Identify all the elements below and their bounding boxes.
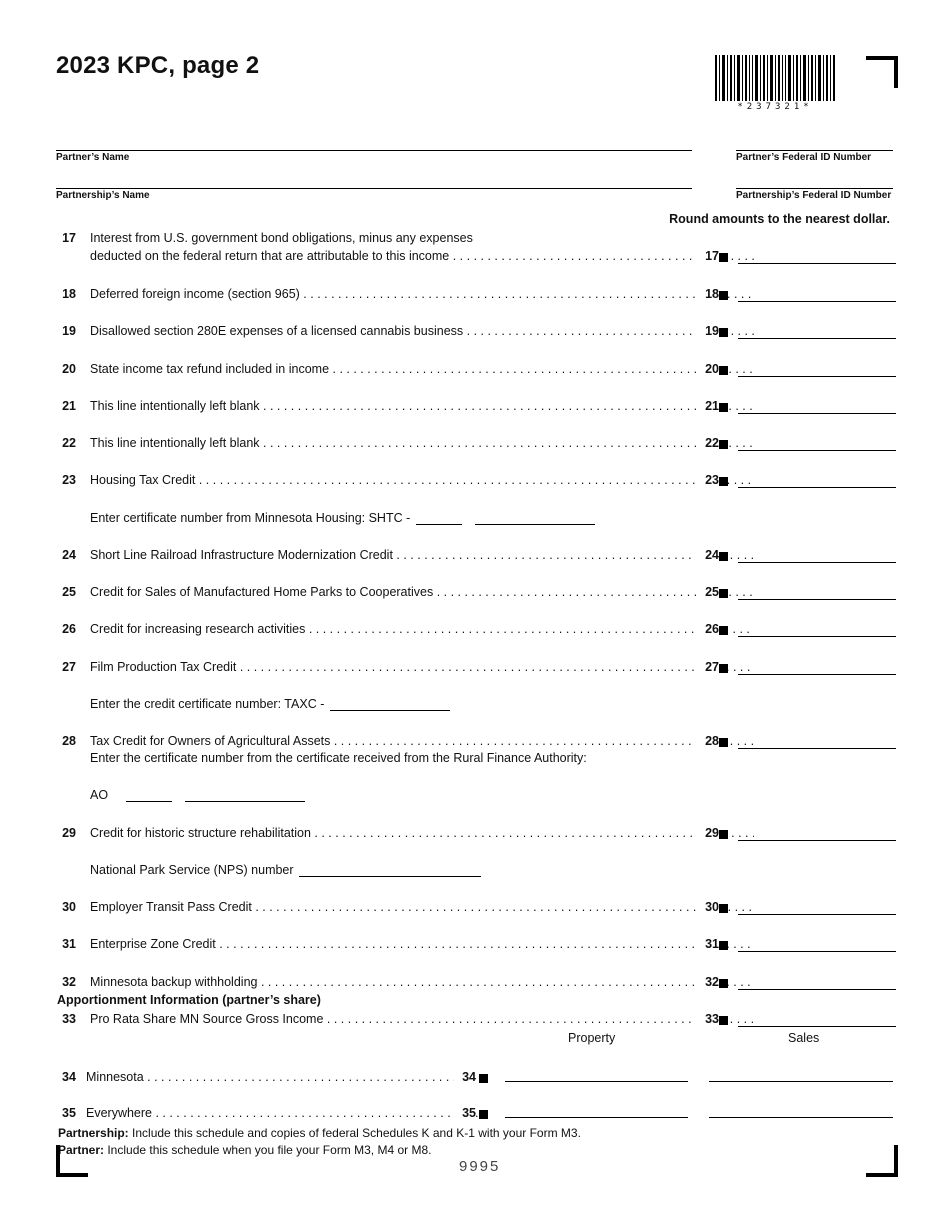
line-number: 19 [62,324,76,338]
partner-name-field[interactable] [56,150,692,151]
line-number: 30 [62,900,76,914]
line-ref: 21 [696,399,719,413]
line-ref: 34 [454,1070,476,1084]
shtc-label: Enter certificate number from Minnesota Housing: SHTC - [90,511,411,525]
line-marker [719,366,728,375]
line-35 [56,1106,496,1126]
line-35-property-field[interactable] [505,1117,688,1118]
line-17-number: 17 [62,231,76,245]
line-17-label-2: deducted on the federal return that are attributable to this income . . . [90,249,754,263]
registration-mark-bottom-right [866,1145,898,1177]
line-35-sales-field[interactable] [709,1117,893,1118]
line-19 [56,324,896,344]
line-ref: 33 [696,1012,719,1026]
line-label: Pro Rata Share MN Source Gross Income . . . [90,1012,754,1026]
shtc-subline [90,511,595,525]
partnership-name-label: Partnership’s Name [56,190,150,201]
line-number: 22 [62,436,76,450]
partnership-fein-label: Partnership’s Federal ID Number [736,190,892,201]
line-marker [719,440,728,449]
line-number: 20 [62,362,76,376]
line-marker [719,477,728,486]
line-marker [719,904,728,913]
line-24 [56,548,896,568]
line-label: Everywhere . . . [86,1106,478,1120]
line-29 [56,826,896,846]
line-31-amount-field[interactable] [738,951,896,952]
line-32 [56,975,896,995]
line-19-amount-field[interactable] [738,338,896,339]
line-label: This line intentionally left blank . . . [90,399,754,413]
line-label: Housing Tax Credit . . . [90,473,754,487]
line-25-amount-field[interactable] [738,599,896,600]
line-number: 18 [62,287,76,301]
page-title: 2023 KPC, page 2 [56,52,260,79]
line-33 [56,1012,896,1032]
line-number: 28 [62,734,76,748]
line-20 [56,362,896,382]
shtc-field-1[interactable] [416,511,462,525]
taxc-field[interactable] [330,697,450,711]
line-ref: 20 [696,362,719,376]
line-24-amount-field[interactable] [738,562,896,563]
line-number: 31 [62,937,76,951]
partner-instruction-label: Partner: [58,1143,105,1157]
line-17-ref: 17 [696,249,719,263]
line-marker [719,626,728,635]
line-ref: 25 [696,585,719,599]
line-label: Employer Transit Pass Credit . . . [90,900,754,914]
line-22-amount-field[interactable] [738,450,896,451]
line-34 [56,1070,496,1090]
line-22 [56,436,896,456]
line-number: 23 [62,473,76,487]
barcode-text: *237321* [737,102,813,112]
line-number: 26 [62,622,76,636]
line-ref: 26 [696,622,719,636]
rfa-instruction: Enter the certificate number from the certificate received from the Rural Finance Authority: [90,751,587,765]
partnership-fein-field[interactable] [736,188,893,189]
line-21-amount-field[interactable] [738,413,896,414]
line-33-amount-field[interactable] [738,1026,896,1027]
line-ref: 22 [696,436,719,450]
line-label: Credit for Sales of Manufactured Home Parks to Cooperatives . . . [90,585,754,599]
line-label: Enterprise Zone Credit . . . [90,937,754,951]
line-29-amount-field[interactable] [738,840,896,841]
round-note: Round amounts to the nearest dollar. [669,212,890,226]
line-ref: 18 [696,287,719,301]
line-23 [56,473,896,493]
line-label: Minnesota . . . [86,1070,478,1084]
line-marker [719,664,728,673]
partner-fein-label: Partner’s Federal ID Number [736,152,872,163]
line-32-amount-field[interactable] [738,989,896,990]
line-17-marker [719,253,728,262]
line-marker [719,979,728,988]
line-17-amount-field[interactable] [738,263,896,264]
line-marker [719,403,728,412]
registration-mark-bottom-left [56,1145,88,1177]
line-marker [719,830,728,839]
apportionment-heading: Apportionment Information (partner’s share) [57,993,321,1007]
ao-subline [90,788,305,802]
line-label: State income tax refund included in income . . . [90,362,754,376]
partner-instruction-text: Include this schedule when you file your Form M3, M4 or M8. [104,1143,432,1157]
line-34-property-field[interactable] [505,1081,688,1082]
line-17 [56,249,896,269]
ao-field-2[interactable] [185,788,305,802]
line-number: 34 [62,1070,76,1084]
line-ref: 28 [696,734,719,748]
line-20-amount-field[interactable] [738,376,896,377]
line-label: Deferred foreign income (section 965) . . . [90,287,754,301]
line-marker [719,1016,728,1025]
nps-field[interactable] [299,863,481,877]
line-21 [56,399,896,419]
line-label: Tax Credit for Owners of Agricultural Assets . . . [90,734,754,748]
ao-field-1[interactable] [126,788,172,802]
partner-name-label: Partner’s Name [56,152,130,163]
shtc-field-2[interactable] [475,511,595,525]
line-ref: 30 [696,900,719,914]
line-label: Credit for increasing research activities . . . [90,622,754,636]
line-34-sales-field[interactable] [709,1081,893,1082]
line-25 [56,585,896,605]
partner-instruction [58,1143,432,1157]
line-27 [56,660,896,680]
line-ref: 23 [696,473,719,487]
line-number: 21 [62,399,76,413]
partnership-instruction-text: Include this schedule and copies of federal Schedules K and K-1 with your Form M3. [128,1126,581,1140]
line-30 [56,900,896,920]
line-26-amount-field[interactable] [738,636,896,637]
nps-label: National Park Service (NPS) number [90,863,294,877]
taxc-subline [90,697,450,711]
line-marker [479,1110,488,1119]
line-ref: 27 [696,660,719,674]
line-28-amount-field[interactable] [738,748,896,749]
line-label: This line intentionally left blank . . . [90,436,754,450]
registration-mark-top-right [866,56,898,88]
line-number: 35 [62,1106,76,1120]
partner-fein-field[interactable] [736,150,893,151]
line-number: 29 [62,826,76,840]
line-number: 32 [62,975,76,989]
line-17-label-1: Interest from U.S. government bond obligations, minus any expenses [90,231,473,245]
line-ref: 35 [454,1106,476,1120]
column-header-sales: Sales [788,1031,820,1045]
line-26 [56,622,896,642]
column-header-property: Property [568,1031,616,1045]
partnership-instruction-label: Partnership: [58,1126,129,1140]
line-ref: 19 [696,324,719,338]
line-ref: 29 [696,826,719,840]
line-label: Disallowed section 280E expenses of a licensed cannabis business . . . [90,324,754,338]
line-30-amount-field[interactable] [738,914,896,915]
line-label: Film Production Tax Credit . . . [90,660,754,674]
line-number: 25 [62,585,76,599]
line-label: Short Line Railroad Infrastructure Modernization Credit . . . [90,548,754,562]
line-ref: 24 [696,548,719,562]
line-marker [719,941,728,950]
barcode [715,55,835,101]
line-label: Credit for historic structure rehabilitation . . . [90,826,754,840]
line-number: 33 [62,1012,76,1026]
line-marker [719,291,728,300]
line-marker [719,738,728,747]
nps-subline [90,863,481,877]
line-number: 27 [62,660,76,674]
partnership-instruction [58,1126,581,1140]
line-27-amount-field[interactable] [738,674,896,675]
line-marker [719,552,728,561]
line-label: Minnesota backup withholding . . . [90,975,754,989]
line-18 [56,287,896,307]
line-ref: 32 [696,975,719,989]
line-31 [56,937,896,957]
line-23-amount-field[interactable] [738,487,896,488]
line-marker [719,328,728,337]
line-marker [479,1074,488,1083]
taxc-label: Enter the credit certificate number: TAXC - [90,697,325,711]
ao-label: AO [90,788,109,802]
line-18-amount-field[interactable] [738,301,896,302]
line-number: 24 [62,548,76,562]
line-marker [719,589,728,598]
partnership-name-field[interactable] [56,188,692,189]
line-ref: 31 [696,937,719,951]
form-number: 9995 [459,1158,501,1175]
